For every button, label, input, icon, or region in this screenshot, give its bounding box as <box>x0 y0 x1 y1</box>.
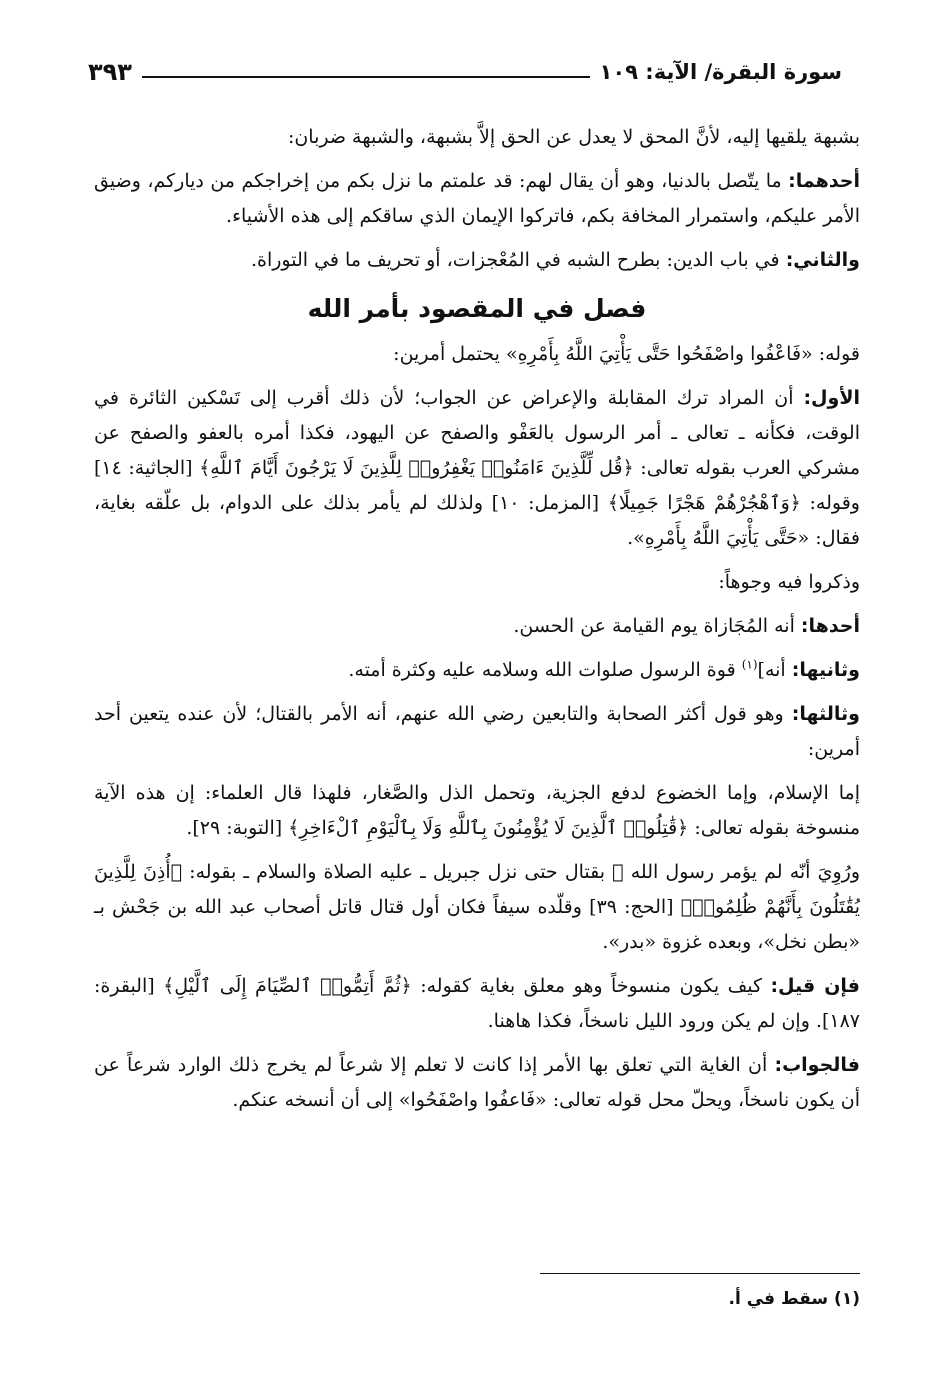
paragraph <box>94 1048 860 1118</box>
paragraph-lead: أحدهما: <box>788 170 860 192</box>
paragraph-lead: والثاني: <box>785 249 860 271</box>
running-title: سورة البقرة/ الآية: ١٠٩ <box>599 60 842 84</box>
paragraph: وذكروا فيه وجوهاً: <box>718 571 860 593</box>
paragraph: إما الإسلام، وإما الخضوع لدفع الجزية، وتحمل الذل والصَّغار، فلهذا قال العلماء: إن هذه الآية منسوخة بقوله تعالى: ﴿قَٰتِلُوا۟ ٱلَّذِينَ لَا يُؤْمِنُونَ بِٱللَّهِ وَلَا بِٱلْيَوْمِ ٱلْءَاخِرِ﴾ [التوبة: ٢٩]. <box>94 782 860 839</box>
paragraph <box>94 164 860 234</box>
paragraph-lead: فإن قيل: <box>770 975 860 997</box>
footnote-marker[interactable]: (١) <box>741 657 758 672</box>
paragraph-lead: فالجواب: <box>774 1054 860 1076</box>
paragraph-lead: الأول: <box>803 387 860 409</box>
running-header <box>88 52 842 92</box>
section-heading: فصل في المقصود بأمر الله <box>307 294 647 323</box>
paragraph <box>94 609 860 644</box>
paragraph-text: قوة الرسول صلوات الله وسلامه عليه وكثرة أمته. <box>348 659 742 681</box>
paragraph: قوله: «فَاعْفُوا واصْفَحُوا حَتَّى يَأْتِيَ اللَّهُ بِأَمْرِهِ» يحتمل أمرين: <box>393 343 860 365</box>
body-text <box>94 120 860 1127</box>
paragraph: بشبهة يلقيها إليه، لأنَّ المحق لا يعدل عن الحق إلاَّ بشبهة، والشبهة ضربان: <box>287 126 860 148</box>
paragraph-text: أنه] <box>757 659 792 681</box>
paragraph-text: أن الغاية التي تعلق بها الأمر إذا كانت لا تعلم إلا شرعاً لم يخرج ذلك الوارد شرعاً عن أن يكون ناسخاً، ويحلّ محل قوله تعالى: «فَاعفُوا واصْفَحُوا» إلى أن أنسخه عنكم. <box>94 1054 860 1111</box>
paragraph-text: في باب الدين: بطرح الشبه في المُعْجزات، أو تحريف ما في التوراة. <box>250 249 786 271</box>
paragraph <box>94 381 860 556</box>
paragraph <box>94 697 860 767</box>
paragraph-text: أن المراد ترك المقابلة والإعراض عن الجواب؛ لأن ذلك أقرب إلى تَسْكين الثائرة في الوقت، فكأنه ـ تعالى ـ أمر الرسول بالعَفْو والصفح عن اليهود، فكذا أمره بالعفو والصفح عن مشركي العرب بقوله تعالى: ﴿قُل لِّلَّذِينَ ءَامَنُوا۟ يَغْفِرُوا۟ لِلَّذِينَ لَا يَرْجُونَ أَيَّامَ ٱللَّهِ﴾ [الجاثية: ١٤] وقوله: ﴿وَٱهْجُرْهُمْ هَجْرًا جَمِيلًا﴾ [المزمل: ١٠] ولذلك لم يأمر بذلك على الدوام، بل علّقه بغاية، فقال: «حَتَّى يَأْتِيَ اللَّهُ بِأَمْرِهِ». <box>94 387 860 549</box>
paragraph: ورُوِيَ أنّه لم يؤمر رسول الله ﷺ بقتال حتى نزل جبريل ـ عليه الصلاة والسلام ـ بقوله: ﴿أُذِنَ لِلَّذِينَ يُقَٰتَلُونَ بِأَنَّهُمْ ظُلِمُوا۟﴾ [الحج: ٣٩] وقلّده سيفاً فكان أول قتال قاتل أصحاب عبد الله بن جَحْش بـ «بطن نخل»، وبعده غزوة «بدر». <box>94 861 860 953</box>
page-number: ٣٩٣ <box>88 58 132 86</box>
footnote: (١) سقط في أ. <box>728 1289 860 1309</box>
footnote-divider <box>540 1273 860 1274</box>
paragraph <box>94 243 860 278</box>
paragraph <box>94 969 860 1039</box>
paragraph-text: كيف يكون منسوخاً وهو معلق بغاية كقوله: ﴿ثُمَّ أَتِمُّوا۟ ٱلصِّيَامَ إِلَى ٱلَّيْلِ﴾ [البقرة: ١٨٧]. وإن لم يكن ورود الليل ناسخاً، فكذا هاهنا. <box>94 975 860 1032</box>
header-rule <box>142 76 590 78</box>
paragraph-lead: أحدها: <box>800 615 860 637</box>
paragraph-lead: وثالثها: <box>791 703 860 725</box>
paragraph <box>94 653 860 688</box>
paragraph-text: أنه المُجَازاة يوم القيامة عن الحسن. <box>513 615 801 637</box>
paragraph-lead: وثانيها: <box>791 659 860 681</box>
paragraph-text: ما يتّصل بالدنيا، وهو أن يقال لهم: قد علمتم ما نزل بكم من إخراجكم من دياركم، وضيق الأمر عليكم، واستمرار المخافة بكم، فاتركوا الإيمان الذي ساقكم إلى هذه الأشياء. <box>94 170 860 227</box>
paragraph-text: وهو قول أكثر الصحابة والتابعين رضي الله عنهم، أنه الأمر بالقتال؛ لأن عنده يتعين أحد أمرين: <box>94 703 860 760</box>
